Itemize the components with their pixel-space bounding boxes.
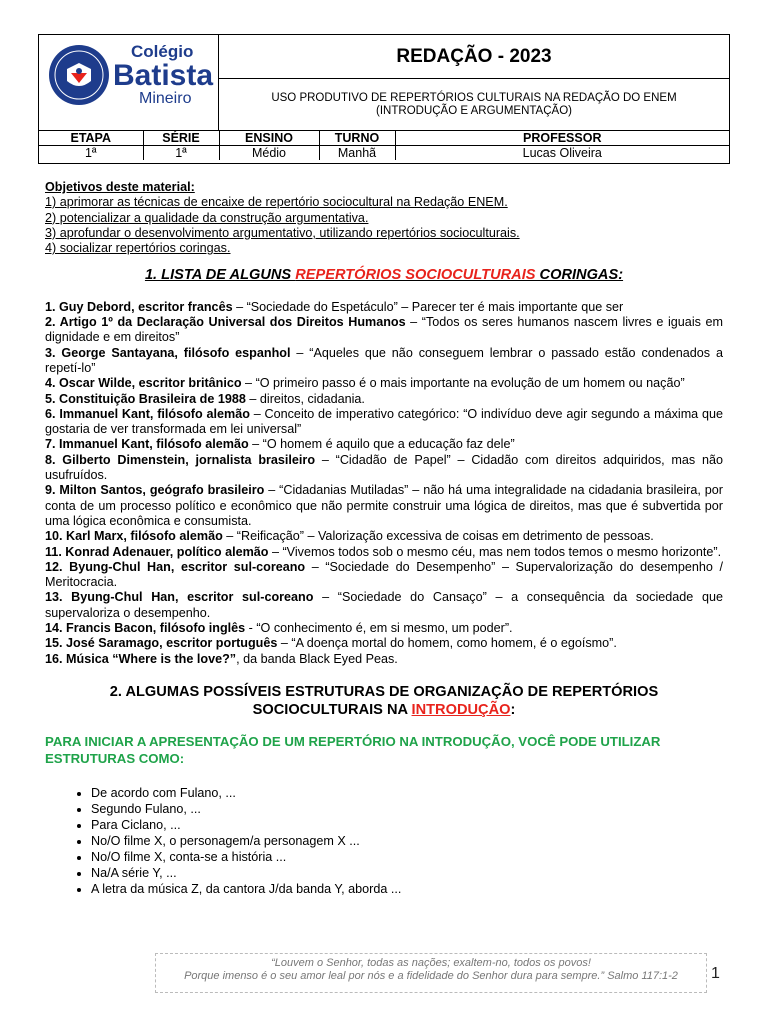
subtitle-line1: USO PRODUTIVO DE REPERTÓRIOS CULTURAIS NA REDAÇÃO DO ENEM bbox=[271, 91, 677, 104]
school-line2: Batista bbox=[113, 59, 214, 92]
structure-bullet: • De acordo com Fulano, ... bbox=[91, 785, 723, 801]
repertoire-item bbox=[45, 300, 723, 315]
repertoire-item bbox=[45, 621, 723, 636]
repertoire-item-text: - “O conhecimento é, em si mesmo, um poder”. bbox=[245, 621, 513, 636]
repertoire-item-author: 13. Byung-Chul Han, escritor sul-coreano bbox=[45, 590, 314, 605]
repertoire-item-author: 4. Oscar Wilde, escritor britânico bbox=[45, 376, 242, 391]
structure-bullet: • Na/A série Y, ... bbox=[91, 865, 723, 881]
val-professor: Lucas Oliveira bbox=[395, 146, 729, 161]
repertoire-item-text: – “Vivemos todos sob o mesmo céu, mas nem todos temos o mesmo horizonte”. bbox=[268, 544, 722, 559]
repertoire-item-text: – “A doença mortal do homem, como homem, é o egoísmo”. bbox=[277, 636, 617, 651]
objective-item: 4) socializar repertórios coringas. bbox=[45, 241, 231, 256]
objectives bbox=[45, 180, 723, 256]
school-line1: Colégio bbox=[131, 42, 194, 61]
repertoire-item bbox=[45, 483, 723, 529]
repertoire-item-text: – “Reificação” – Valorização excessiva de coisas em detrimento de pessoas. bbox=[222, 529, 654, 544]
subtitle-line2: (INTRODUÇÃO E ARGUMENTAÇÃO) bbox=[376, 104, 572, 117]
col-serie: SÉRIE bbox=[143, 131, 219, 146]
col-etapa: ETAPA bbox=[39, 131, 143, 146]
section1-heading-highlight: REPERTÓRIOS SOCIOCULTURAIS bbox=[295, 267, 536, 284]
repertoire-item-text: – “Todos os seres humanos nascem livres e iguais em dignidade e em direitos” bbox=[45, 315, 723, 345]
footer-verse bbox=[155, 953, 707, 993]
structure-bullet: • No/O filme X, conta-se a história ... bbox=[91, 849, 723, 865]
repertoire-item bbox=[45, 590, 723, 621]
doc-title: REDAÇÃO - 2023 bbox=[219, 35, 729, 79]
objectives-title: Objetivos deste material: bbox=[45, 180, 195, 194]
repertoire-item-author: 1. Guy Debord, escritor francês bbox=[45, 299, 233, 314]
info-table-values bbox=[39, 146, 729, 161]
repertoire-item-author: 3. George Santayana, filósofo espanhol bbox=[45, 345, 291, 360]
repertoire-item-author: 16. Música “Where is the love?” bbox=[45, 651, 237, 666]
repertoire-item bbox=[45, 407, 723, 438]
repertoire-item bbox=[45, 652, 723, 667]
school-crest-icon bbox=[47, 43, 111, 107]
repertoire-item bbox=[45, 376, 723, 391]
col-turno: TURNO bbox=[319, 131, 395, 146]
section1-heading-c: CORINGAS: bbox=[535, 267, 624, 284]
structure-bullet: • No/O filme X, o personagem/a personagem X ... bbox=[91, 833, 723, 849]
repertoire-item-author: 6. Immanuel Kant, filósofo alemão bbox=[45, 406, 250, 421]
structure-bullet: • A letra da música Z, da cantora J/da banda Y, aborda ... bbox=[91, 881, 723, 897]
repertoire-item-text: – “Cidadanias Mutiladas” – não há uma integralidade na cidadania brasileira, por conta de um processo político e econômico que não permite construir uma lógica de direitos, mas que é subvertida por uma lógica econômica e consumista. bbox=[45, 483, 724, 528]
school-line3: Mineiro bbox=[139, 90, 192, 107]
col-professor: PROFESSOR bbox=[395, 131, 729, 146]
info-table bbox=[39, 130, 729, 160]
school-name bbox=[113, 43, 213, 107]
section1-heading bbox=[45, 268, 723, 283]
info-table-header bbox=[39, 131, 729, 146]
structure-bullet: • Segundo Fulano, ... bbox=[91, 801, 723, 817]
repertoire-item-author: 5. Constituição Brasileira de 1988 bbox=[45, 391, 246, 406]
repertoire-item-text: – “O homem é aquilo que a educação faz dele” bbox=[248, 437, 515, 452]
repertoire-item-text: – “Aqueles que não conseguem lembrar o passado estão condenados a repetí-lo” bbox=[45, 345, 724, 375]
objective-item: 2) potencializar a qualidade da construção argumentativa. bbox=[45, 210, 369, 225]
section2-heading-a: 2. ALGUMAS POSSÍVEIS ESTRUTURAS DE ORGANIZAÇÃO DE REPERTÓRIOS SOCIOCULTURAIS NA bbox=[109, 683, 659, 718]
repertoire-item bbox=[45, 529, 723, 544]
val-etapa: 1ª bbox=[39, 146, 143, 161]
val-serie: 1ª bbox=[143, 146, 219, 161]
page-number: 1 bbox=[711, 965, 720, 982]
repertoire-item-text: – “Cidadão de Papel” – Cidadão com direitos adquiridos, mas não usufruídos. bbox=[45, 452, 724, 483]
repertoire-item bbox=[45, 346, 723, 377]
repertoire-item-text: – “Sociedade do Espetáculo” – Parecer ter é mais importante que ser bbox=[232, 299, 624, 314]
repertoire-item bbox=[45, 453, 723, 484]
section2-heading-c: : bbox=[510, 701, 516, 718]
structure-bullet: • Para Ciclano, ... bbox=[91, 817, 723, 833]
repertoire-item-author: 10. Karl Marx, filósofo alemão bbox=[45, 529, 223, 544]
repertoire-item bbox=[45, 545, 723, 560]
repertoire-item-author: 15. José Saramago, escritor português bbox=[45, 636, 278, 651]
repertoire-item bbox=[45, 315, 723, 346]
repertoire-item-text: – “O primeiro passo é o mais importante na evolução de um homem ou nação” bbox=[241, 376, 685, 391]
section2-heading-highlight: INTRODUÇÃO bbox=[411, 701, 511, 718]
repertoire-item-text: – Conceito de imperativo categórico: “O indivíduo deve agir segundo a máxima que gostaria de ver transformada em lei universal” bbox=[45, 406, 724, 437]
repertoire-item-text: , da banda Black Eyed Peas. bbox=[236, 651, 398, 666]
val-ensino: Médio bbox=[219, 146, 319, 161]
repertoire-item-author: 9. Milton Santos, geógrafo brasileiro bbox=[45, 483, 265, 498]
repertoire-item-author: 2. Artigo 1º da Declaração Universal dos Direitos Humanos bbox=[45, 315, 406, 330]
repertoire-item-author: 12. Byung-Chul Han, escritor sul-coreano bbox=[45, 559, 306, 574]
repertoire-item bbox=[45, 636, 723, 651]
repertoire-item-text: – direitos, cidadania. bbox=[245, 391, 365, 406]
repertoire-item-author: 7. Immanuel Kant, filósofo alemão bbox=[45, 437, 249, 452]
repertoire-item-author: 8. Gilberto Dimenstein, jornalista brasileiro bbox=[45, 452, 316, 467]
header-box bbox=[38, 34, 730, 164]
repertoire-item bbox=[45, 437, 723, 452]
structure-bullets bbox=[45, 785, 723, 897]
repertoire-item bbox=[45, 392, 723, 407]
section1-heading-a: 1. LISTA DE ALGUNS bbox=[144, 267, 296, 284]
verse-line1: “Louvem o Senhor, todas as nações; exaltem-no, todos os povos! bbox=[271, 957, 591, 969]
col-ensino: ENSINO bbox=[219, 131, 319, 146]
verse-line2: Porque imenso é o seu amor leal por nós e a fidelidade do Senhor dura para sempre.” Salmo 117:1-2 bbox=[184, 969, 678, 982]
logo-cell bbox=[39, 35, 219, 130]
main-content bbox=[45, 180, 723, 897]
repertoire-item-author: 11. Konrad Adenauer, político alemão bbox=[45, 544, 269, 559]
repertoire-item-text: – “Sociedade do Desempenho” – Supervalorização do desempenho / Meritocracia. bbox=[45, 559, 723, 590]
section2-heading bbox=[65, 683, 703, 719]
repertoire-item-author: 14. Francis Bacon, filósofo inglês bbox=[45, 621, 246, 636]
val-turno: Manhã bbox=[319, 146, 395, 161]
intro-instructions: PARA INICIAR A APRESENTAÇÃO DE UM REPERTÓRIO NA INTRODUÇÃO, VOCÊ PODE UTILIZAR ESTRUTURAS COMO: bbox=[45, 733, 661, 766]
objective-item: 1) aprimorar as técnicas de encaixe de repertório sociocultural na Redação ENEM. bbox=[45, 195, 508, 210]
repertoire-item bbox=[45, 560, 723, 591]
objective-item: 3) aprofundar o desenvolvimento argumentativo, utilizando repertórios socioculturais. bbox=[45, 225, 520, 240]
repertoire-item-text: – “Sociedade do Cansaço” – a consequência da sociedade que supervaloriza o desempenho. bbox=[45, 590, 723, 620]
repertoire-list bbox=[45, 300, 723, 667]
doc-subtitle bbox=[219, 79, 729, 130]
